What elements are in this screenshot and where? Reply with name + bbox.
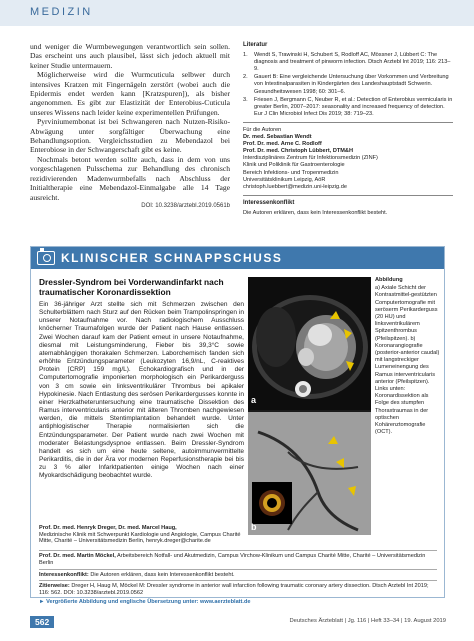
literature-item: [243, 97, 453, 118]
banner-title: KLINISCHER SCHNAPPSCHUSS: [61, 251, 283, 265]
figure-caption: [375, 277, 443, 436]
correspondence-name: Prof. Dr. med. Christoph Lübbert, DTM&H: [243, 148, 354, 155]
second-author-affiliation: Arbeitsbereich Notfall- und Akutmedizin, Campus Virchow-Klinikum und Campus Charité Mitte, Charité – Universitätsmedizin Berlin: [39, 553, 426, 566]
section-header: [0, 0, 474, 26]
correspondence-email[interactable]: christoph.luebbert@medizin.uni-leipzig.de: [243, 183, 347, 190]
correspondence-name: Prof. Dr. med. Arne C. Rodloff: [243, 141, 322, 148]
ct-scan-drawing: [248, 277, 371, 410]
second-author-line: [39, 553, 437, 567]
page-number: 562: [30, 616, 54, 628]
divider: [39, 569, 437, 570]
case-conflict-label: Interessenkonflikt:: [39, 571, 89, 578]
caption-text: a) Axiale Schicht der Kontrastmittel-gestützten Computertomografie mit seröserm Perikarderguss (20 HU) und linksventrikulärem Spitzenthrombus (Pfeilspitzen). b) Koronarangiografie (posterior-anterior caudal) mit langstreckiger Lumeneinengung des Ramus interventricularis anterior (Pfeilspitzen). Links unten: Koronardissektion als Folge des stumpfen Thoraxtraumas in der optischen Kohärenztomografie (OCT).: [375, 285, 440, 436]
correspondence-line: Klinik und Poliklinik für Gastroenterologie: [243, 162, 345, 169]
literature-text: Gauert B: Eine vergleichende Untersuchung über Vorkommen und Verbreitung von Intestinalparasiten in Kindergärten des Landeshauptstadt Schwerin. Gesundheitswesen 1998; 60: 301–6.: [254, 74, 449, 95]
figure-label-a: a: [251, 395, 257, 405]
online-link[interactable]: ► Vergrößerte Abbildung und englische Übersetzung unter: www.aerzteblatt.de: [39, 598, 251, 605]
ct-image: [248, 277, 371, 410]
correspondence-name: Dr. med. Sebastian Wendt: [243, 134, 312, 141]
case-conflict: [39, 572, 437, 579]
caption-heading: Abbildung: [375, 277, 403, 283]
correspondence-block: [243, 127, 453, 191]
figure: [248, 277, 371, 535]
case-text: Ein 36-jähriger Arzt stellte sich mit Schmerzen zwischen den Schulterblättern nach Sturz auf den Rücken beim Trampolinspringen in unserer Notaufnahme vor. Nach radiologischem Ausschluss knöcherner Traumafolgen wurde der Patient nach Hause entlassen. Zwei Wochen darauf kam der Patient erneut in unsere Notaufnahme, diesmal mit Leistungsminderung, Fieber bis 39,3°C sowie atemabhängigen thorakalen Schmerzen. Laborchemisch fanden sich erhöhte Entzündungsparameter (Leukozyten 16,9/nL, C-reaktives Protein [CRP] 159 mg/L). Echokardiografisch und in der Computertomografie imponierten morphologisch ein Perikarderguss von 3 cm sowie ein linksventrikulärer Thrombus bei apikaler Hypokinesie. Nach Entlastung des serösen Perikardergusses konnte in einer Herzkatheteruntersuchung eine traumatische Dissektion des Ramus interventricularis anterior mit älteren Thromben nachgewiesen werden, die mittels Stentimplantation behandelt wurde. Unter antiphlogistischer Therapie normalisierten sich die Entzündungsparameter. Der Patient wurde nach zwei Wochen mit moderater Belastungsdyspnoe entlassen. Beim Dressler-Syndrom handelt es sich um eine heute seltene, autoimmunvermittelte Perikarditis, die in der Ära vor modernen Reperfusionstherapie bei bis zu 3 % aller Infarktpatienten einige Wochen nach einer Myokardschädigung beobachtet wurde.: [39, 301, 244, 480]
literature-heading: Literatur: [243, 42, 268, 48]
body-column: [30, 42, 230, 211]
figure-label-b: b: [251, 522, 257, 532]
body-paragraph: und weniger die Wurmbewegungen verantwortlich sein sollen. Das erscheint uns auch plausibel, lässt sich jedoch aktuell mit keiner Studie untermauern.: [30, 42, 230, 70]
body-paragraph: Möglicherweise wird die Wurmcuticula selbwer durch intensives Kratzen mit Fingernägeln zerstört (wobei auch die Epidermis endet werden kann [Kratzspuren]), als bisher angenommen. Es gibt zur Elastizität der Enterobius-Cuticula unseres Wissens nach leider keine experimentellen Prüfungen.: [30, 70, 230, 117]
literature-item: [243, 74, 453, 95]
author-affiliation: Medizinische Klinik mit Schwerpunkt Kardiologie und Angiologie, Campus Charité Mitte, Charité – Universitätsmedizin Berlin, henryk.dreger@charite.de: [39, 531, 241, 545]
divider: [243, 195, 453, 196]
body-paragraph: Pyrviniumembonat ist bei Schwangeren nach Nutzen-Risiko-Abwägung unter sorgfältiger Überwachung eine Behandlungsoption. Vergleichsstudien zu Mebendazol bei Enterobiose in der Schwangerschaft gibt es keine.: [30, 117, 230, 155]
conflict-text: Die Autoren erklären, dass kein Interessenkonflikt besteht.: [243, 209, 388, 216]
page-footer: [0, 610, 474, 641]
angiography-image: [248, 412, 371, 535]
case-citation: [39, 583, 437, 597]
case-title: Dressler-Syndrom bei Vorderwandinfarkt nach traumatischer Koronardissektion: [39, 277, 224, 297]
literature-number: 1.: [243, 52, 248, 59]
second-author-name: Prof. Dr. med. Martin Möckel,: [39, 553, 116, 559]
camera-icon: [37, 251, 55, 265]
literature-text: Friesen J, Bergmann C, Neuber R, et al.: Detection of Enterobius vermicularis in greater Berlin, 2007–2017: seasonality and increased frequency of detection. Eur J Clin Microbiol Infect Dis 2019; 38: 719–23.: [254, 96, 453, 117]
angiography-drawing: [248, 412, 371, 535]
conflict-heading: Interessenkonflikt: [243, 199, 295, 206]
divider: [39, 580, 437, 581]
divider: [39, 550, 437, 551]
correspondence-line: Interdisziplinäres Zentrum für Infektionsmedizin (ZINF): [243, 155, 378, 162]
case-notes: [39, 548, 437, 606]
correspondence-line: Bereich Infektions- und Tropenmedizin: [243, 169, 339, 176]
case-conflict-text: Die Autoren erklären, dass kein Interessenkonflikt besteht.: [90, 571, 235, 578]
journal-source: Deutsches Ärzteblatt | Jg. 116 | Heft 33–34 | 19. August 2019: [289, 618, 446, 624]
literature-number: 2.: [243, 74, 248, 81]
literature-column: [243, 42, 453, 217]
body-paragraph: Nochmals betont werden sollte auch, dass in dem von uns vorgeschlagenen Pulsschema zur Behandlung des chronisch rezidivierenden Madenwurmbefalls nach Abschluss der Initialtherapie eine Mebendazol-Einmalgabe alle 14 Tage ausreicht.: [30, 154, 230, 202]
correspondence-line: Universitätsklinikum Leipzig, AöR: [243, 176, 326, 183]
literature-item: [243, 52, 453, 73]
citation-text: Dreger H, Haug M, Möckel M: Dressler syndrome in anterior wall infarction following traumatic coronary artery dissection. Dtsch Arztebl Int 2019; 116: 562. DOI: 10.3238/arztebl.2019.0562: [39, 583, 429, 597]
citation-label: Zitierweise:: [39, 583, 70, 590]
literature-text: Wendt S, Trawinski H, Schubert S, Rodloff AC, Mössner J, Lübbert C: The diagnosis and treatment of pinworm infection. Dtsch Arztebl Int 2019; 116: 213–9.: [254, 52, 451, 73]
author-names: Prof. Dr. med. Henryk Dreger, Dr. med. Marcel Haug,: [39, 525, 177, 531]
divider: [243, 122, 453, 123]
correspondence-lead: Für die Autoren: [243, 126, 282, 133]
literature-number: 3.: [243, 96, 248, 103]
body-doi: DOI: 10.3238/arztebl.2019.0561b: [141, 202, 230, 209]
clinical-snapshot-banner: [31, 247, 444, 269]
case-authors: [39, 525, 244, 545]
section-label: MEDIZIN: [30, 6, 93, 18]
clinical-snapshot-box: [30, 246, 445, 605]
